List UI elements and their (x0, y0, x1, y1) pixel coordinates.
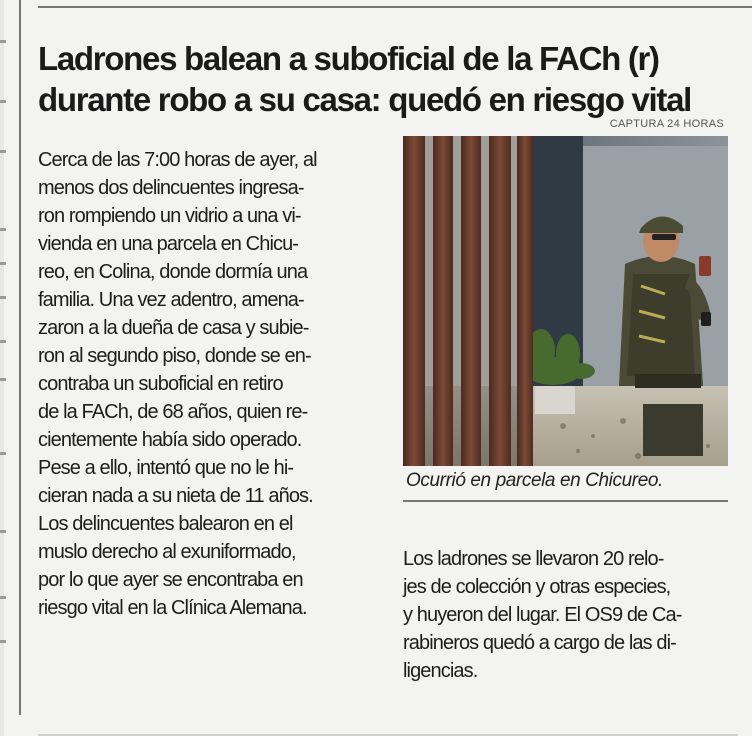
headline (38, 38, 738, 120)
body-line: rabineros quedó a cargo de las di- (403, 632, 676, 654)
headline-line: durante robo a su casa: quedó en riesgo vital (38, 81, 691, 118)
body-line: jes de colección y otras especies, (403, 576, 671, 598)
body-line: vienda en una parcela en Chicu- (38, 233, 299, 255)
body-text-left (38, 146, 388, 622)
body-line: familia. Una vez adentro, amena- (38, 289, 304, 311)
body-line: ron al segundo piso, donde se en- (38, 345, 311, 367)
body-line: Los delincuentes balearon en el (38, 513, 293, 535)
body-line: Los ladrones se llevaron 20 relo- (403, 548, 664, 570)
body-line: contraba un suboficial en retiro (38, 373, 283, 395)
column-divider (19, 0, 21, 715)
caption-rule (403, 500, 728, 502)
photo-caption: Ocurrió en parcela en Chicureo. (406, 470, 663, 491)
adjacent-column-fragment (0, 0, 8, 736)
body-line: ron rompiendo un vidrio a una vi- (38, 205, 301, 227)
body-line: muslo derecho al exuniformado, (38, 541, 296, 563)
headline-line: Ladrones balean a suboficial de la FACh (r) (38, 40, 659, 77)
top-rule (38, 0, 752, 8)
body-line: menos dos delincuentes ingresa- (38, 177, 304, 199)
news-photo (403, 136, 728, 466)
body-line: zaron a la dueña de casa y subie- (38, 317, 309, 339)
body-line: riesgo vital en la Clínica Alemana. (38, 597, 307, 619)
body-text-right (403, 545, 733, 685)
body-line: ligencias. (403, 660, 478, 682)
photo-credit: CAPTURA 24 HORAS (609, 118, 724, 130)
body-line: reo, en Colina, donde dormía una (38, 261, 308, 283)
body-line: Pese a ello, intentó que no le hi- (38, 457, 294, 479)
body-line: y huyeron del lugar. El OS9 de Ca- (403, 604, 682, 626)
body-line: cieran nada a su nieta de 11 años. (38, 485, 313, 507)
body-line: Cerca de las 7:00 horas de ayer, al (38, 149, 317, 171)
body-line: cientemente había sido operado. (38, 429, 302, 451)
body-line: por lo que ayer se encontraba en (38, 569, 303, 591)
body-line: de la FACh, de 68 años, quien re- (38, 401, 308, 423)
